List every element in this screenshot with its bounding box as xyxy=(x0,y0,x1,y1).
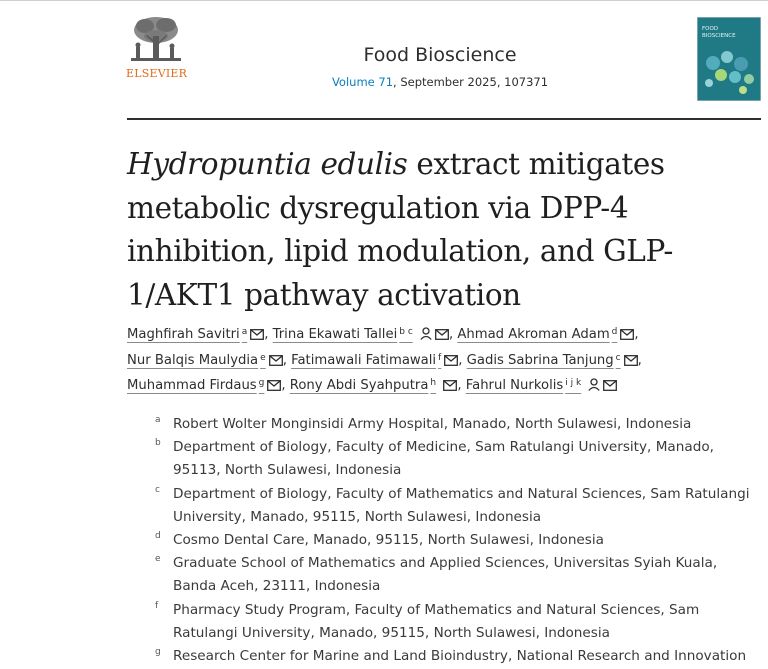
author-name: Muhammad Firdaus xyxy=(127,378,257,394)
affiliation-item xyxy=(155,599,755,645)
author-affiliation-sup: a xyxy=(241,327,248,337)
envelope-icon[interactable] xyxy=(269,355,283,366)
envelope-icon[interactable] xyxy=(603,380,617,391)
author-link[interactable] xyxy=(127,378,264,393)
article-title-rest: extract mitigates metabolic dysregulation via DPP-4 inhibition, lipid modulation, and GLP-1/AKT1 pathway activation xyxy=(127,147,673,312)
author-line: Nur Balqis Maulydia $^e$ , Fatimawali Fatimawali $^f$ , Gadis Sabrina Tanjung $^c$ , xyxy=(127,352,642,368)
article-title-species: Hydropuntia edulis xyxy=(127,147,408,181)
author-affiliation-sup: g xyxy=(258,378,265,389)
envelope-icon[interactable] xyxy=(267,380,281,391)
journal-name[interactable]: Food Bioscience xyxy=(363,44,517,66)
author-affiliation-sup: b c xyxy=(399,327,413,337)
envelope-icon[interactable] xyxy=(444,355,458,366)
affiliation-item xyxy=(155,552,755,598)
affiliation-item xyxy=(155,413,755,436)
cover-title-line1: FOOD xyxy=(702,26,719,32)
affiliation-label: c xyxy=(155,484,160,495)
author-link[interactable] xyxy=(291,353,441,368)
cover-title-line2: BIOSCIENCE xyxy=(702,33,736,39)
author-link[interactable] xyxy=(273,327,413,342)
journal-cover[interactable] xyxy=(697,17,761,101)
author-link[interactable] xyxy=(457,327,617,342)
affiliation-label: d xyxy=(155,531,161,542)
issue-details: , September 2025, 107371 xyxy=(393,75,549,89)
affiliation-text: Department of Biology, Faculty of Medicine, Sam Ratulangi University, Manado, 95113, North Sulawesi, Indonesia xyxy=(173,439,714,479)
publisher-name: ELSEVIER xyxy=(126,67,188,80)
affiliation-label: f xyxy=(155,600,159,611)
author-name: Rony Abdi Syahputra xyxy=(289,378,429,394)
author-name: Nur Balqis Maulydia xyxy=(127,352,259,368)
affiliation-item xyxy=(155,529,755,552)
person-icon[interactable] xyxy=(420,327,432,340)
elsevier-logo[interactable] xyxy=(126,14,186,84)
affiliation-text: Robert Wolter Monginsidi Army Hospital, Manado, North Sulawesi, Indonesia xyxy=(173,416,692,432)
author-link[interactable] xyxy=(127,327,247,342)
header-rule xyxy=(127,118,761,120)
envelope-icon[interactable] xyxy=(443,380,457,391)
envelope-icon[interactable] xyxy=(620,329,634,340)
affiliation-label: g xyxy=(155,647,161,658)
author-affiliation-sup: c xyxy=(615,352,621,363)
affiliation-label: a xyxy=(155,415,161,425)
elsevier-tree-icon xyxy=(128,14,184,64)
affiliation-item xyxy=(155,483,755,529)
article-title xyxy=(127,143,747,317)
author-name: Gadis Sabrina Tanjung xyxy=(466,352,614,368)
author-name: Maghfirah Savitri xyxy=(127,327,240,342)
affiliation-text: Cosmo Dental Care, Manado, 95115, North Sulawesi, Indonesia xyxy=(173,532,604,549)
affiliation-text: Pharmacy Study Program, Faculty of Mathematics and Natural Sciences, Sam Ratulangi University, Manado, 95115, North Sulawesi, Indonesia xyxy=(173,601,700,641)
author-line: Maghfirah Savitri $^a$ , Trina Ekawati Tallei $^{b c}$ , Ahmad Akroman Adam $^d$ , xyxy=(127,327,639,342)
author-name: Fatimawali Fatimawali xyxy=(291,352,437,368)
author-line: Muhammad Firdaus $^g$ , Rony Abdi Syahputra $^h$ , Fahrul Nurkolis $^{i j k}$ xyxy=(127,372,757,398)
author-affiliation-sup: i j k xyxy=(565,378,582,389)
author-name: Fahrul Nurkolis xyxy=(465,378,564,394)
author-affiliation-sup: h xyxy=(430,378,437,389)
envelope-icon[interactable] xyxy=(624,355,638,366)
affiliation-label: e xyxy=(155,554,161,565)
affiliation-item xyxy=(155,645,755,668)
affiliation-list xyxy=(155,413,755,668)
author-name: Trina Ekawati Tallei xyxy=(272,327,398,342)
author-list xyxy=(127,321,757,398)
volume-link[interactable]: Volume 71 xyxy=(331,75,394,89)
journal-header xyxy=(300,44,580,89)
author-link[interactable] xyxy=(467,353,621,368)
author-affiliation-sup: f xyxy=(438,352,442,363)
affiliation-text: Graduate School of Mathematics and Applied Sciences, Universitas Syiah Kuala, Banda Aceh, 23111, Indonesia xyxy=(173,555,718,595)
issue-info xyxy=(300,75,580,89)
author-link[interactable] xyxy=(290,378,436,393)
person-icon[interactable] xyxy=(588,378,600,391)
affiliation-item xyxy=(155,436,755,482)
author-affiliation-sup: e xyxy=(260,352,266,363)
affiliation-text: Department of Biology, Faculty of Mathematics and Natural Sciences, Sam Ratulangi University, Manado, 95115, North Sulawesi, Indonesia xyxy=(173,485,750,525)
author-link[interactable] xyxy=(466,378,581,393)
author-name: Ahmad Akroman Adam xyxy=(457,327,610,342)
affiliation-label: b xyxy=(155,438,161,449)
affiliation-text: Research Center for Marine and Land Bioindustry, National Research and Innovation xyxy=(173,648,747,665)
envelope-icon[interactable] xyxy=(435,329,449,340)
author-link[interactable] xyxy=(127,353,266,368)
top-divider xyxy=(0,0,768,1)
author-affiliation-sup: d xyxy=(611,327,618,337)
envelope-icon[interactable] xyxy=(250,329,264,340)
